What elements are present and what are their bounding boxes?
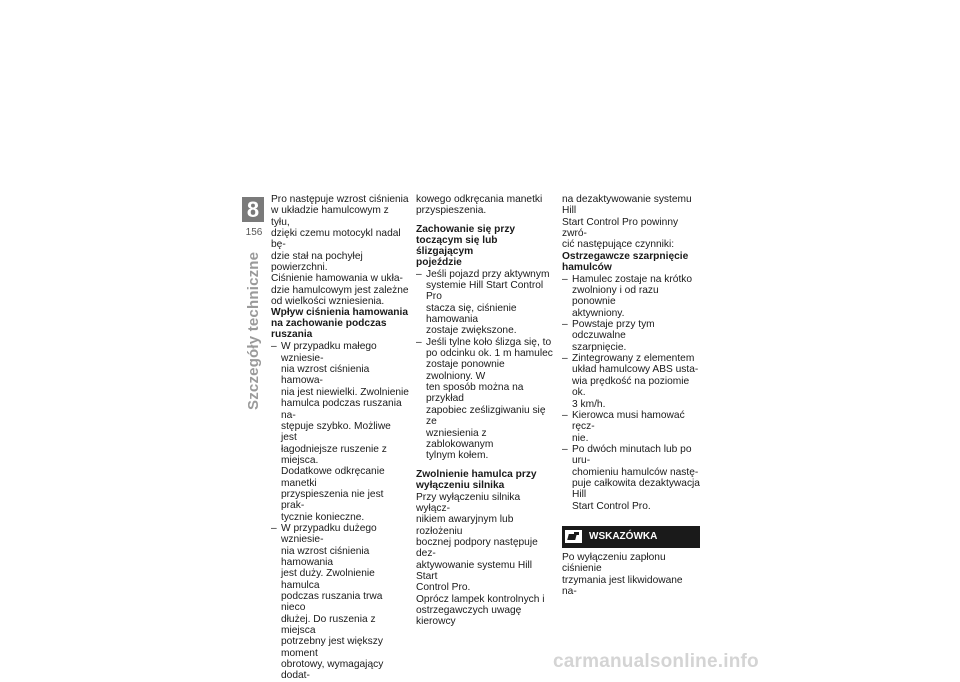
chapter-side-title: Szczegóły techniczne xyxy=(245,251,262,410)
list-item: – Po dwóch minutach lub po uru- chomieniu hamulców nastę- puje całkowita dezaktywacja Hill Start Control Pro. xyxy=(562,444,700,512)
paragraph: Przy wyłączeniu silnika wyłącz- nikiem awaryjnym lub rozłożeniu bocznej podpory następuje dez- aktywowanie systemu Hill Start Control Pro. xyxy=(416,491,538,594)
section-heading: Zwolnienie hamulca przy wyłączeniu silnika xyxy=(416,468,537,491)
dash-list xyxy=(562,274,700,512)
continuation-paragraph: na dezaktywowanie systemu Hill Start Control Pro powinny zwró- cić następujące czynniki: xyxy=(562,194,692,251)
intro-paragraph: Pro następuje wzrost ciśnienia w układzie hamulcowym z tyłu, dzięki czemu motocykl nadal bę- dzie stał na pochyłej powierzchni. Ciśnienie hamowania w ukła- dzie hamulcowym jest zależne od wielkości wzniesienia. xyxy=(271,194,409,308)
notice-paragraph: Po wyłączeniu zapłonu ciśnienie trzymania jest likwidowane na- xyxy=(562,551,683,597)
notice-banner xyxy=(562,526,700,548)
hand-pointer-icon xyxy=(565,530,582,543)
text-column-1 xyxy=(271,194,409,682)
chapter-number-badge: 8 xyxy=(242,197,264,222)
section-heading: Ostrzegawcze szarpnięcie hamulców xyxy=(562,250,689,273)
text-column-3 xyxy=(562,194,700,597)
list-item: – W przypadku dużego wzniesie- nia wzrost ciśnienia hamowania jest duży. Zwolnienie hamulca podczas ruszania trwa nieco dłużej. Do ruszenia z miejsca potrzebny jest większy moment obrotowy, wymagający dodat- xyxy=(271,523,409,682)
list-item: – Powstaje przy tym odczuwalne szarpnięcie. xyxy=(562,319,700,353)
list-item: – Kierowca musi hamować ręcz- nie. xyxy=(562,410,700,444)
section-heading: Zachowanie się przy toczącym się lub ślizgającym pojeździe xyxy=(416,223,516,268)
watermark: carmanualsonline.info xyxy=(553,651,759,672)
list-item: – Zintegrowany z elementem układ hamulcowy ABS usta- wia prędkość na poziomie ok. 3 km/h. xyxy=(562,353,700,410)
paragraph: Oprócz lampek kontrolnych i ostrzegawczych uwagę kierowcy xyxy=(416,593,545,628)
text-column-2 xyxy=(416,194,554,628)
page-number: 156 xyxy=(245,227,263,238)
list-item: – W przypadku małego wzniesie- nia wzrost ciśnienia hamowa- nia jest niewielki. Zwolnienie hamulca podczas ruszania na- stępuje szybko. Możliwe jest łagodniejsze ruszenie z miejsca. Dodatkowe odkręcanie manetki przyspieszenia nie jest prak- tycznie konieczne. xyxy=(271,341,409,523)
list-item: – Jeśli pojazd przy aktywnym systemie Hill Start Control Pro stacza się, ciśnienie hamowania zostaje zwiększone. xyxy=(416,269,554,337)
dash-list xyxy=(271,341,409,681)
section-heading: Wpływ ciśnienia hamowania na zachowanie podczas ruszania xyxy=(271,307,408,341)
notice-label: WSKAZÓWKA xyxy=(589,531,658,543)
continuation-paragraph: kowego odkręcania manetki przyspieszenia. xyxy=(416,194,543,217)
dash-list xyxy=(416,269,554,462)
list-item: – Hamulec zostaje na krótko zwolniony i od razu ponownie aktywniony. xyxy=(562,274,700,319)
list-item: – Jeśli tylne koło ślizga się, to po odcinku ok. 1 m hamulec zostaje ponownie zwolniony. W ten sposób można na przykład zapobiec ześlizgiwaniu się ze wzniesienia z zablokowanym tylnym kołem. xyxy=(416,337,554,462)
